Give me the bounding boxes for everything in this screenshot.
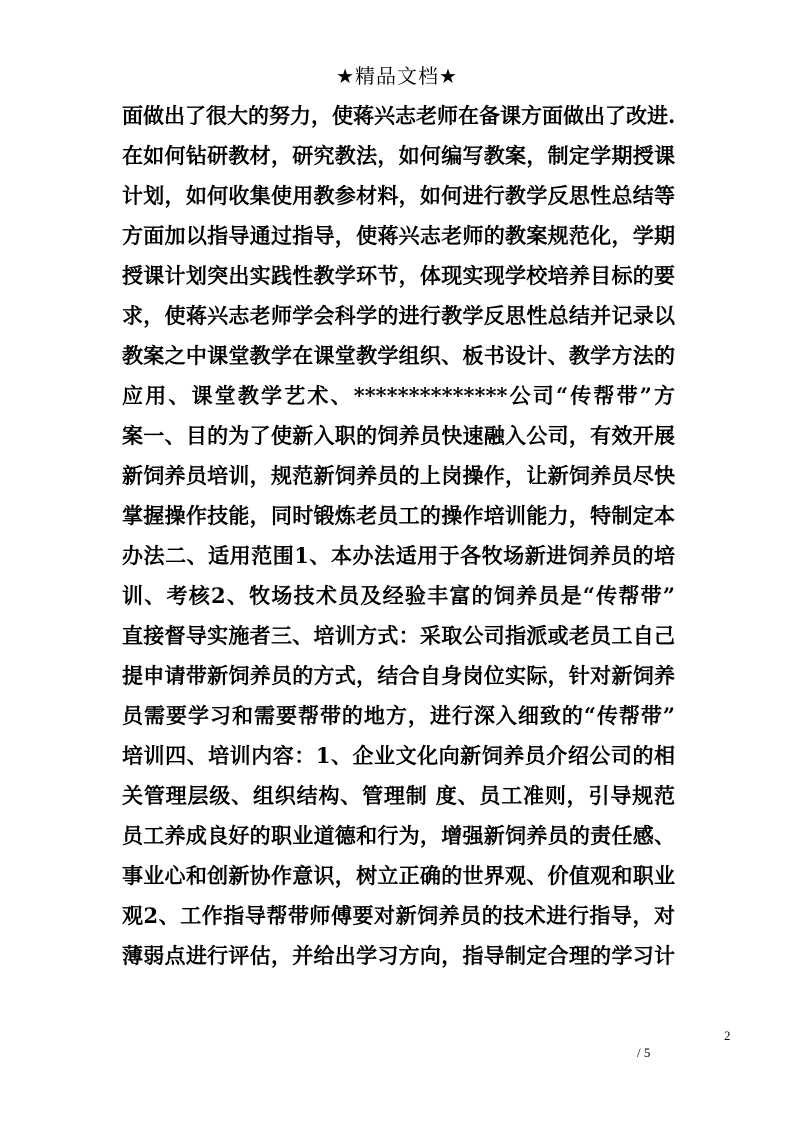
text-line: 训、考核2、牧场技术员及经验丰富的饲养员是“传帮带” [122, 583, 675, 608]
text-line: 关管理层级、组织结构、管理制 度、员工准则，引导规范 [122, 783, 675, 808]
text-line: 办法二、适用范围1、本办法适用于各牧场新进饲养员的培 [122, 543, 675, 568]
text-line: 掌握操作技能，同时锻炼老员工的操作培训能力，特制定本 [122, 503, 675, 528]
text-line: 事业心和创新协作意识，树立正确的世界观、价值观和职业 [122, 863, 675, 888]
text-line: 授课计划突出实践性教学环节，体现实现学校培养目标的要 [122, 263, 675, 288]
text-line: 观2、工作指导帮带师傅要对新饲养员的技术进行指导，对 [122, 903, 675, 928]
text-line: 直接督导实施者三、培训方式：采取公司指派或老员工自己 [122, 623, 675, 648]
text-line: 薄弱点进行评估，并给出学习方向，指导制定合理的学习计 [122, 943, 675, 968]
page-total: / 5 [637, 1045, 651, 1060]
document-body [122, 96, 675, 976]
text-line: 教案之中课堂教学在课堂教学组织、板书设计、教学方法的 [122, 343, 675, 368]
text-line: 方面加以指导通过指导，使蒋兴志老师的教案规范化，学期 [122, 223, 675, 248]
text-line: 面做出了很大的努力，使蒋兴志老师在备课方面做出了改进. [122, 103, 675, 128]
page-number: 2 [724, 1028, 731, 1043]
text-line: 应用、课堂教学艺术、**************公司“传帮带”方 [122, 383, 675, 408]
text-line: 在如何钻研教材，研究教法，如何编写教案，制定学期授课 [122, 143, 675, 168]
text-line: 培训四、培训内容：1、企业文化向新饲养员介绍公司的相 [122, 743, 675, 768]
text-line: 新饲养员培训，规范新饲养员的上岗操作，让新饲养员尽快 [122, 463, 675, 488]
text-line: 员工养成良好的职业道德和行为，增强新饲养员的责任感、 [122, 823, 675, 848]
text-line: 计划，如何收集使用教参材料，如何进行教学反思性总结等 [122, 183, 675, 208]
text-line: 案一、目的为了使新入职的饲养员快速融入公司，有效开展 [122, 423, 675, 448]
document-header-title: ★精品文档★ [336, 64, 458, 88]
text-line: 员需要学习和需要帮带的地方，进行深入细致的“传帮带” [122, 703, 675, 728]
text-line: 求，使蒋兴志老师学会科学的进行教学反思性总结并记录以 [122, 303, 675, 328]
text-line: 提申请带新饲养员的方式，结合自身岗位实际，针对新饲养 [122, 663, 675, 688]
